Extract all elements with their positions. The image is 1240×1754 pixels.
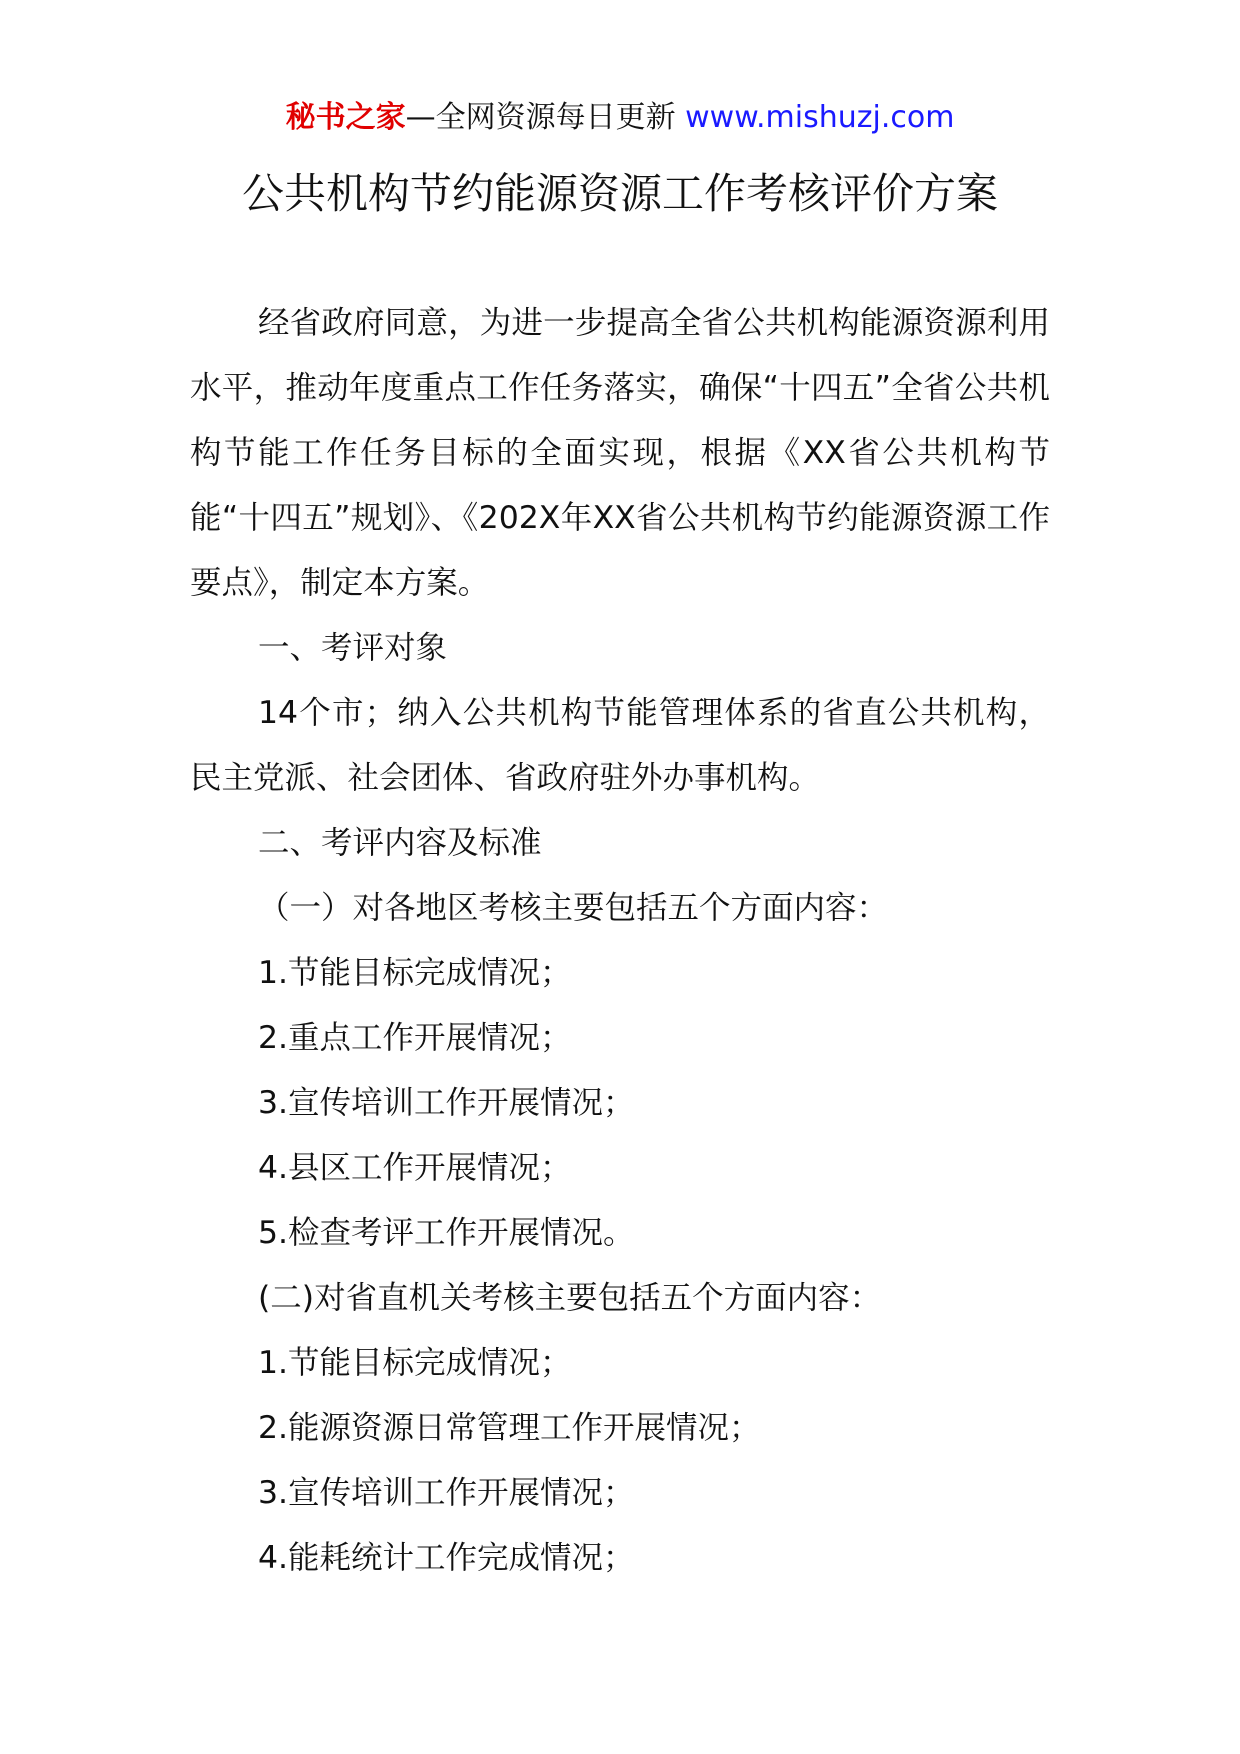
list-item: 4.能耗统计工作完成情况；	[258, 1540, 635, 1576]
list-item: 4.县区工作开展情况；	[258, 1150, 572, 1186]
list-item: 1.节能目标完成情况；	[258, 1345, 572, 1381]
heading-evaluation-content: 二、考评内容及标准	[258, 825, 542, 861]
heading-evaluation-targets: 一、考评对象	[258, 630, 448, 666]
subheading-provincial-organs: (二)对省直机关考核主要包括五个方面内容：	[258, 1280, 882, 1316]
site-header	[0, 98, 1240, 138]
list-item: 5.检查考评工作开展情况。	[258, 1215, 635, 1251]
header-slogan: —全网资源每日更新	[405, 100, 686, 135]
list-item: 3.宣传培训工作开展情况；	[258, 1085, 635, 1121]
document-title: 公共机构节约能源资源工作考核评价方案	[241, 169, 998, 218]
header-url[interactable]: www.mishuzj.com	[685, 100, 955, 135]
list-item: 2.能源资源日常管理工作开展情况；	[258, 1410, 761, 1446]
paragraph-targets: 14个市；纳入公共机构节能管理体系的省直公共机构，民主党派、社会团体、省政府驻外办事机构。	[190, 695, 1050, 796]
document-body	[190, 291, 1050, 1591]
paragraph-intro: 经省政府同意，为进一步提高全省公共机构能源资源利用水平，推动年度重点工作任务落实，确保“十四五”全省公共机构节能工作任务目标的全面实现，根据《XX省公共机构节能“十四五”规划》、《202X年XX省公共机构节约能源资源工作要点》，制定本方案。	[190, 305, 1050, 601]
subheading-regions: （一）对各地区考核主要包括五个方面内容：	[258, 890, 889, 926]
list-item: 2.重点工作开展情况；	[258, 1020, 572, 1056]
list-item: 1.节能目标完成情况；	[258, 955, 572, 991]
list-item: 3.宣传培训工作开展情况；	[258, 1475, 635, 1511]
brand-name: 秘书之家	[285, 100, 406, 135]
